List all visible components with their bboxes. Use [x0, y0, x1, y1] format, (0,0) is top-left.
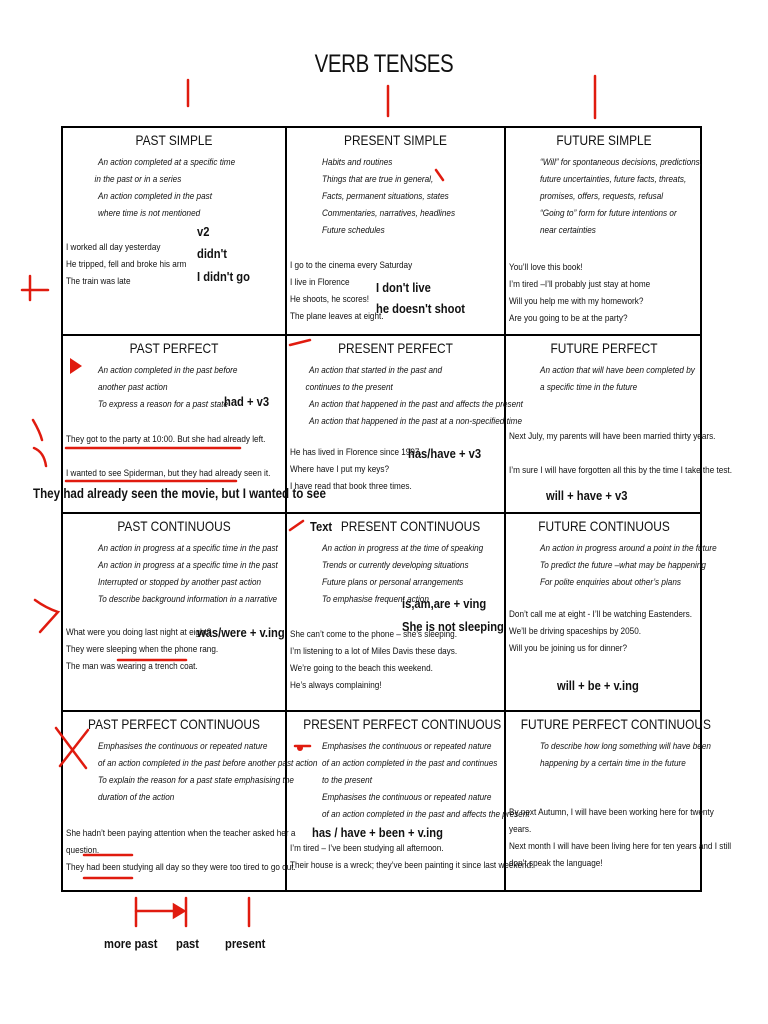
use-item: Emphasises the continuous or repeated nature [322, 741, 492, 752]
example-item: question. [66, 845, 100, 856]
examples-list [509, 804, 731, 872]
example-item: He tripped, fell and broke his arm [66, 259, 187, 270]
example-item: The plane leaves at eight. [290, 311, 384, 322]
example-item: years. [509, 824, 532, 835]
cell-heading: FUTURE PERFECT [550, 340, 658, 356]
cell-past-continuous [63, 514, 285, 710]
timeline-label-present: present [225, 936, 266, 951]
use-item: To explain the reason for a past state emphasising the [98, 775, 294, 786]
example-item: The train was late [66, 276, 131, 287]
example-item: She hadn’t been paying attention when the teacher asked her a [66, 828, 296, 839]
examples-list [66, 624, 218, 675]
uses-list [540, 738, 711, 772]
annotation-they-had-already: They had already seen the movie, but I wanted to see [33, 486, 326, 501]
use-item: of an action completed in the past and affects the present [322, 809, 530, 820]
use-item: Interrupted or stopped by another past action [98, 577, 262, 588]
example-item: I go to the cinema every Saturday [290, 260, 413, 271]
examples-list [509, 259, 650, 327]
use-item: An action in progress at the time of speaking [322, 543, 484, 554]
use-item: For polite enquiries about other’s plans [540, 577, 681, 588]
red-marker [33, 420, 46, 466]
example-item: Their house is a wreck; they’ve been painting it since last weekend. [290, 860, 534, 871]
example-item: He has lived in Florence since 1997. [290, 447, 422, 458]
cell-heading: PAST SIMPLE [135, 132, 213, 148]
timeline-label-more-past: more past [104, 936, 158, 951]
example-item: Will you help me with my homework? [509, 296, 644, 307]
uses-list [98, 540, 278, 608]
uses-list [540, 154, 702, 239]
use-item: “Going to” form for future intentions or [540, 208, 677, 219]
cell-future-perfect [506, 336, 732, 512]
use-item: Things that are true in general, [322, 174, 434, 185]
example-item: I’m tired –I’ll probably just stay at home [509, 279, 651, 290]
use-item: To describe background information in a narrative [98, 594, 278, 605]
use-item: future uncertainties, future facts, threats, [540, 174, 687, 185]
cell-past-perfect-continuous [63, 712, 318, 892]
example-item: He’s always complaining! [290, 680, 382, 691]
use-item: where time is not mentioned [98, 208, 201, 219]
cell-present-continuous [287, 514, 504, 710]
red-arrow-mark [35, 600, 58, 632]
timeline-label-past: past [176, 936, 199, 951]
use-item: in the past or in a series [94, 174, 182, 185]
cell-future-simple [506, 128, 702, 334]
page-title: VERB TENSES [314, 50, 454, 78]
use-item: An action in progress at a specific time in the past [98, 560, 278, 571]
example-item: He shoots, he scores! [290, 294, 370, 305]
use-item: An action that happened in the past and affects the present [309, 399, 523, 410]
use-item: Habits and routines [322, 157, 393, 168]
use-item: An action that will have been completed by [540, 365, 695, 376]
use-item: promises, offers, requests, refusal [540, 191, 664, 202]
annotation-he-doesnt-shoot: he doesn't shoot [376, 301, 465, 316]
example-item: I have read that book three times. [290, 481, 412, 492]
uses-list [98, 738, 317, 806]
example-item: I wanted to see Spiderman, but they had already seen it. [66, 468, 271, 479]
examples-list [66, 239, 186, 290]
uses-list [540, 540, 717, 591]
uses-list [322, 738, 530, 823]
annotation-has-have-been-ving: has / have + been + v.ing [312, 825, 443, 840]
examples-list [509, 606, 692, 657]
example-item: We’ll be driving spaceships by 2050. [509, 626, 642, 637]
example-item: What were you doing last night at eight? [66, 627, 212, 638]
example-item: Don’t call me at eight - I’ll be watching Eastenders. [509, 609, 693, 620]
example-item: I’m sure I will have forgotten all this by the time I take the test. [509, 465, 732, 476]
uses-list [94, 154, 236, 222]
example-item: Next month I will have been living here for ten years and I still [509, 841, 732, 852]
example-item: She can’t come to the phone – she’s sleeping. [290, 629, 458, 640]
use-item: continues to the present [305, 382, 393, 393]
cell-past-simple [63, 128, 285, 334]
cell-heading: PRESENT CONTINUOUS [340, 518, 481, 534]
example-item: Are you going to be at the party? [509, 313, 628, 324]
use-item: Future plans or personal arrangements [322, 577, 464, 588]
use-item: An action completed in the past before [98, 365, 238, 376]
example-item: They had been studying all day so they were too tired to go out. [66, 862, 296, 873]
example-item: The man was wearing a trench coat. [66, 661, 198, 672]
annotation-had-v3: had + v3 [224, 394, 270, 409]
use-item: near certainties [540, 225, 596, 236]
annotation-will-be-ving: will + be + v.ing [557, 678, 639, 693]
annotation-text: Text [310, 519, 333, 534]
use-item: An action completed in the past [98, 191, 213, 202]
examples-list [66, 825, 296, 876]
use-item: Future schedules [322, 225, 385, 236]
annotation-is-am-are-ving: is,am,are + ving [402, 596, 487, 611]
cell-heading: PRESENT SIMPLE [344, 132, 447, 148]
use-item: Emphasises the continuous or repeated nature [322, 792, 492, 803]
annotation-she-is-not-sleeping: She is not sleeping [402, 619, 504, 634]
cell-heading: FUTURE PERFECT CONTINUOUS [520, 716, 711, 732]
use-item: To express a reason for a past state [98, 399, 229, 410]
use-item: a specific time in the future [540, 382, 638, 393]
annotation-v2: v2 [197, 224, 210, 239]
example-item: You’ll love this book! [509, 262, 583, 273]
example-item: They got to the party at 10:00. But she had already left. [66, 434, 266, 445]
example-item: Will you be joining us for dinner? [509, 643, 628, 654]
example-item: They were sleeping when the phone rang. [66, 644, 219, 655]
examples-list [290, 626, 457, 694]
example-item: I’m tired – I’ve been studying all afternoon. [290, 843, 444, 854]
use-item: Facts, permanent situations, states [322, 191, 449, 202]
uses-list [540, 362, 695, 396]
uses-list [305, 362, 523, 430]
annotation-didnt: didn't [197, 246, 227, 261]
example-item: Where have I put my keys? [290, 464, 389, 475]
annotation-i-didnt-go: I didn't go [197, 269, 250, 284]
use-item: to the present [322, 775, 372, 786]
use-item: “Will” for spontaneous decisions, predictions, [540, 157, 703, 168]
cell-heading: PRESENT PERFECT CONTINUOUS [303, 716, 502, 732]
example-item: We’re going to the beach this weekend. [290, 663, 433, 674]
use-item: Commentaries, narratives, headlines [322, 208, 456, 219]
use-item: To emphasise frequent action [322, 594, 429, 605]
cell-heading: FUTURE SIMPLE [556, 132, 652, 148]
use-item: To describe how long something will have been [540, 741, 711, 752]
use-item: of an action completed in the past before another past action [98, 758, 318, 769]
annotation-i-dont-live: I don't live [376, 280, 431, 295]
arrow-head-icon [174, 905, 184, 917]
use-item: An action in progress around a point in the future [540, 543, 717, 554]
annotation-will-have-v3: will + have + v3 [546, 488, 628, 503]
uses-list [322, 154, 455, 239]
example-item: By next Autumn, I will have been working here for twenty [509, 807, 714, 818]
use-item: of an action completed in the past and continues [322, 758, 498, 769]
annotation-was-were-ving: was/were + v.ing [197, 625, 285, 640]
cell-heading: PAST PERFECT [129, 340, 219, 356]
use-item: Trends or currently developing situations [322, 560, 469, 571]
cell-heading: PAST CONTINUOUS [117, 518, 231, 534]
cell-future-perfect-continuous [506, 712, 732, 892]
example-item: don’t speak the language! [509, 858, 603, 869]
use-item: another past action [98, 382, 168, 393]
cell-heading: PRESENT PERFECT [338, 340, 453, 356]
use-item: An action that started in the past and [309, 365, 443, 376]
use-item: To predict the future –what may be happening [540, 560, 706, 571]
annotation-has-have-v3: has/have + v3 [408, 446, 482, 461]
cell-heading: FUTURE CONTINUOUS [538, 518, 670, 534]
use-item: An action completed at a specific time [98, 157, 236, 168]
use-item: An action in progress at a specific time in the past [98, 543, 278, 554]
example-item: I live in Florence [290, 277, 350, 288]
cell-heading: PAST PERFECT CONTINUOUS [88, 716, 260, 732]
use-item: duration of the action [98, 792, 175, 803]
use-item: happening by a certain time in the future [540, 758, 686, 769]
tenses-table [61, 126, 732, 892]
examples-list [290, 840, 533, 874]
red-marker [22, 276, 48, 300]
use-item: An action that happened in the past at a non-specified time [309, 416, 523, 427]
example-item: Next July, my parents will have been married thirty years. [509, 431, 716, 442]
example-item: I worked all day yesterday [66, 242, 161, 253]
example-item: I’m listening to a lot of Miles Davis these days. [290, 646, 458, 657]
uses-list [98, 362, 237, 413]
use-item: Emphasises the continuous or repeated nature [98, 741, 268, 752]
